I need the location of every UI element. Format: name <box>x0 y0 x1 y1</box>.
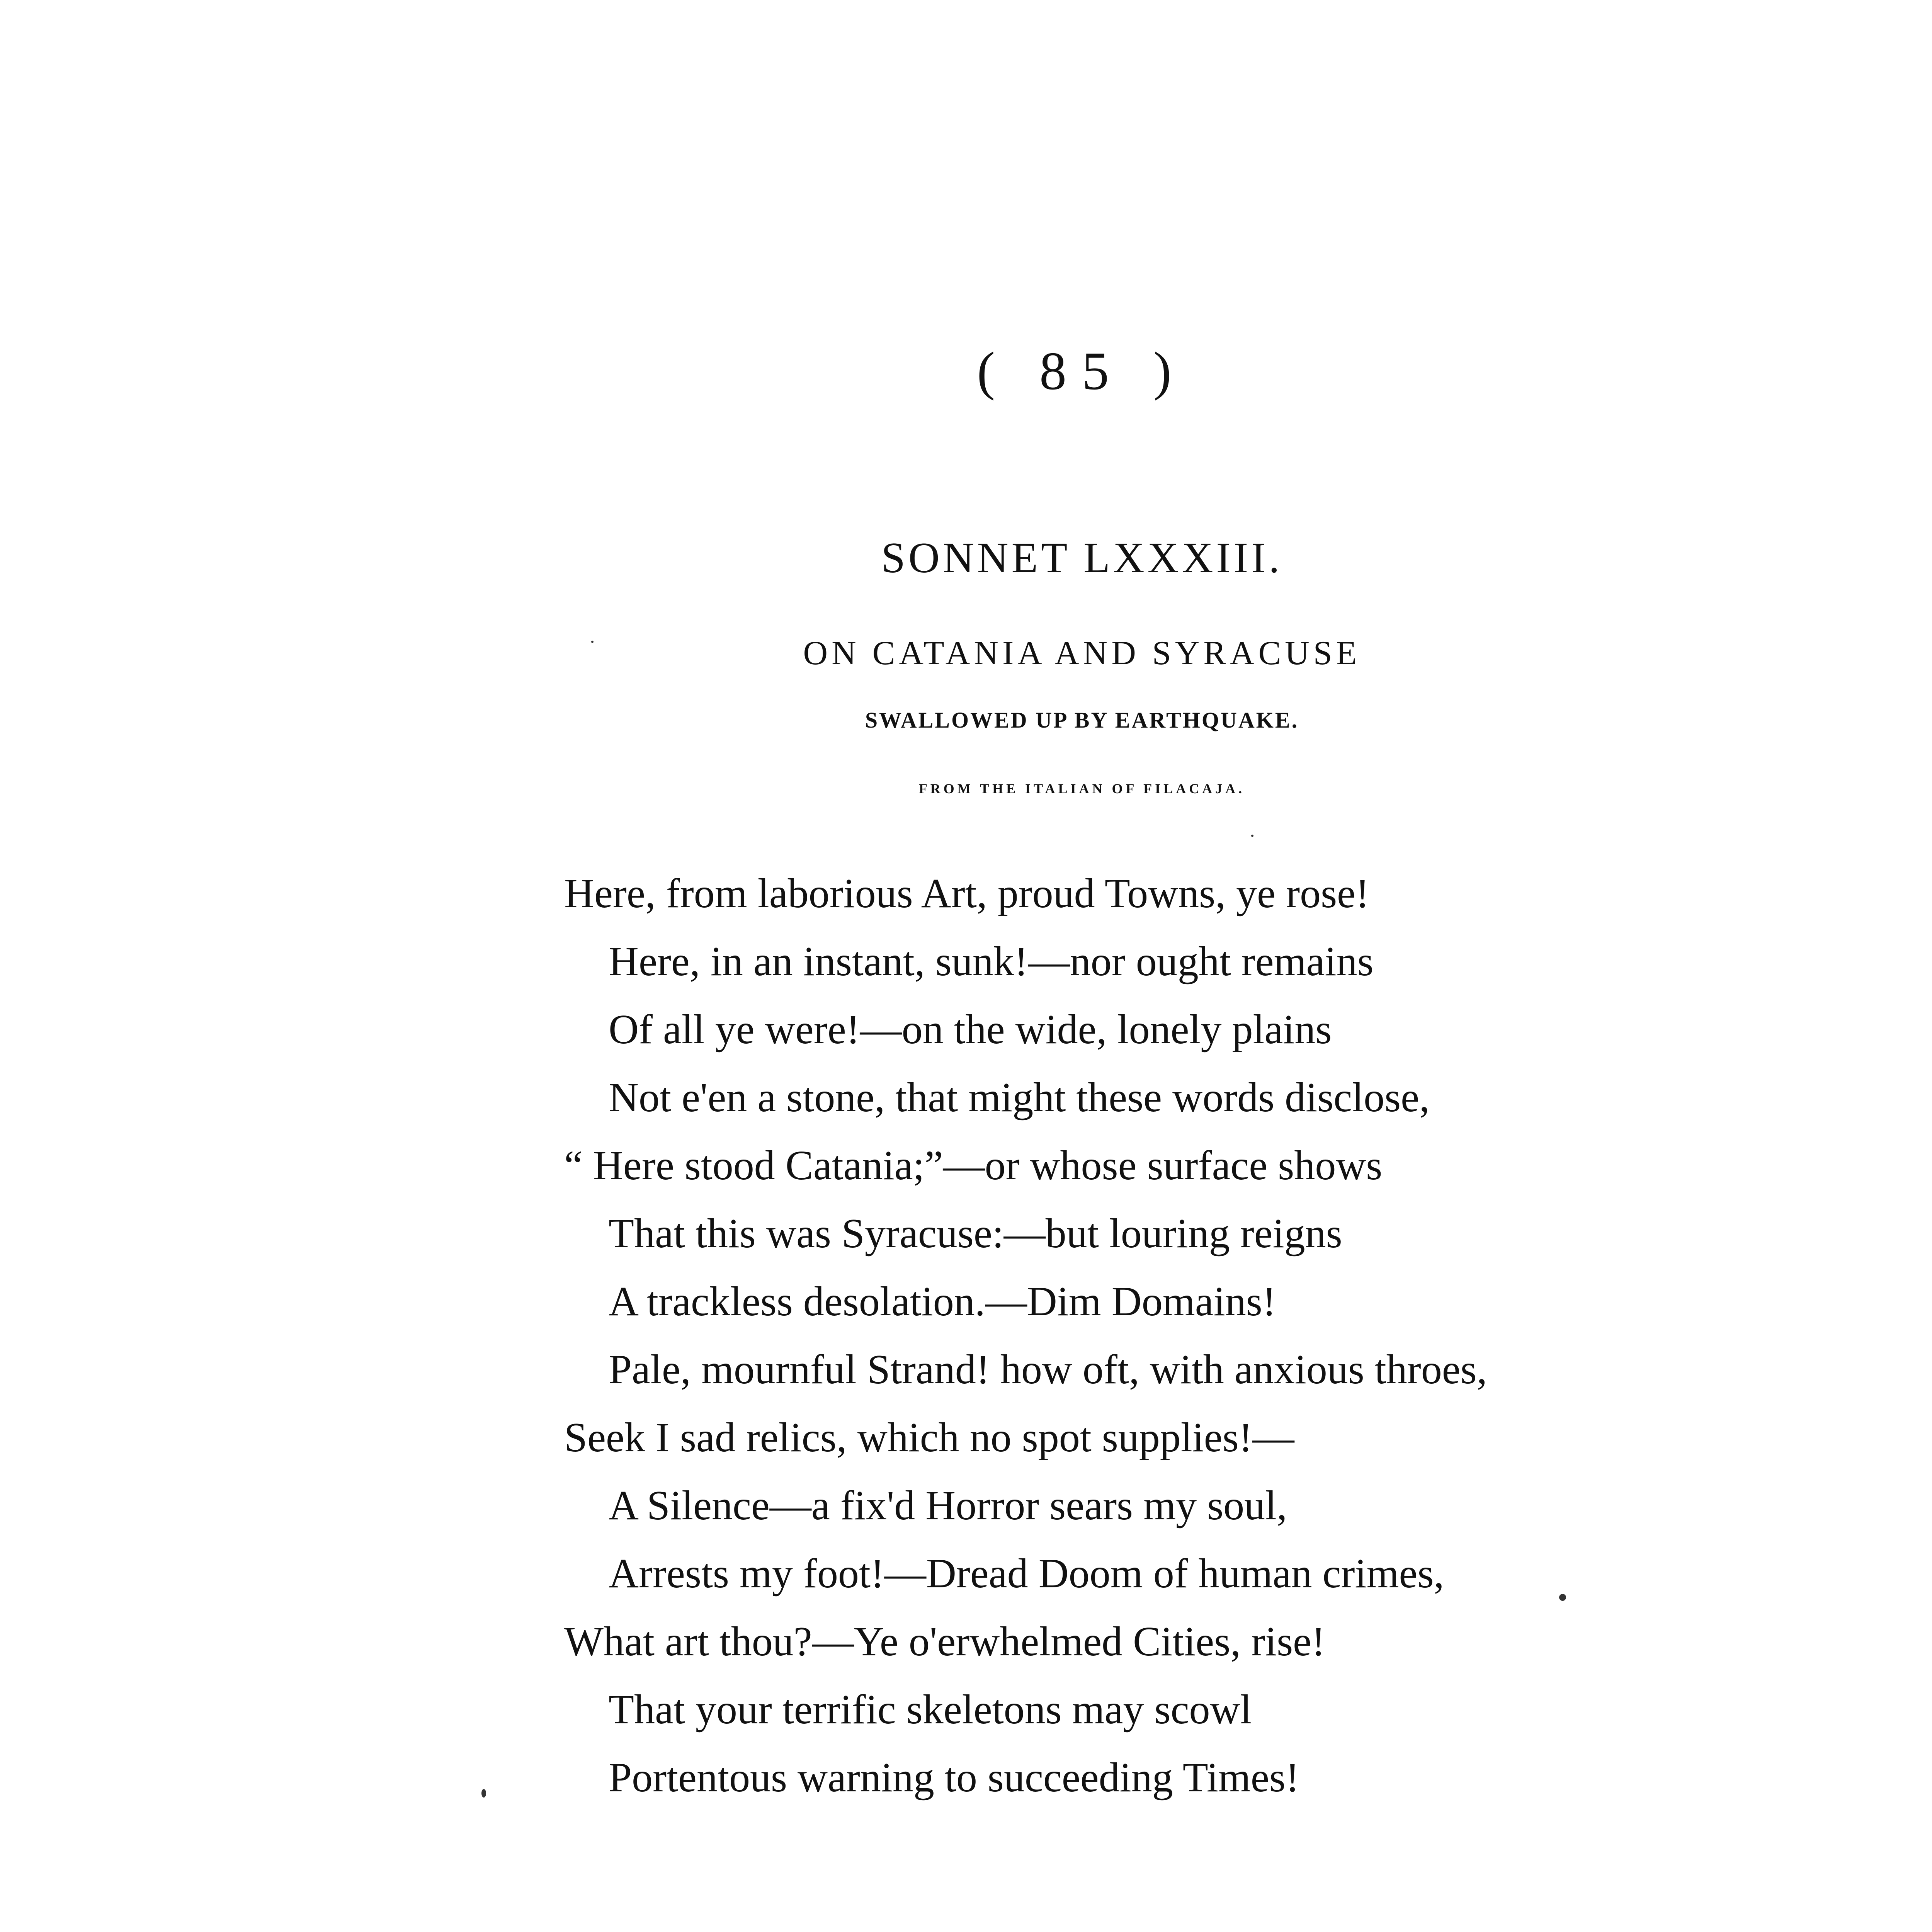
sonnet-subtitle: ON CATANIA AND SYRACUSE <box>803 634 1361 672</box>
poem-line: Arrests my foot!—Dread Doom of human crimes, <box>609 1551 1444 1597</box>
ink-speck <box>481 1789 486 1798</box>
poem-line: Here, in an instant, sunk!—nor ought remains <box>609 939 1374 985</box>
poem-line: A Silence—a fix'd Horror sears my soul, <box>609 1483 1287 1529</box>
source-attribution: FROM THE ITALIAN OF FILACAJA. <box>918 781 1245 796</box>
poem-line: That your terrific skeletons may scowl <box>609 1687 1252 1733</box>
poem-line: What art thou?—Ye o'erwhelmed Cities, rise! <box>564 1619 1325 1665</box>
ink-speck <box>1559 1594 1566 1601</box>
sonnet-subtitle-secondary: SWALLOWED UP BY EARTHQUAKE. <box>865 707 1299 733</box>
poem-line: Of all ye were!—on the wide, lonely plains <box>609 1007 1332 1053</box>
poem-line: A trackless desolation.—Dim Domains! <box>609 1279 1276 1325</box>
poem-line: Portentous warning to succeeding Times! <box>609 1755 1299 1801</box>
poem-line: Pale, mournful Strand! how oft, with anxious throes, <box>609 1347 1487 1393</box>
ink-speck <box>1251 835 1253 837</box>
poem-line: Not e'en a stone, that might these words disclose, <box>609 1075 1430 1121</box>
sonnet-title: SONNET LXXXIII. <box>881 534 1283 582</box>
poem-line: That this was Syracuse:—but louring reigns <box>609 1211 1342 1257</box>
poem-line: Here, from laborious Art, proud Towns, ye rose! <box>564 871 1370 917</box>
poem-body <box>564 860 1723 1812</box>
poem-line: Seek I sad relics, which no spot supplies!— <box>564 1415 1294 1461</box>
page-number: ( 85 ) <box>977 341 1187 401</box>
ink-speck <box>591 641 594 643</box>
poem-line: “ Here stood Catania;”—or whose surface shows <box>564 1143 1383 1189</box>
